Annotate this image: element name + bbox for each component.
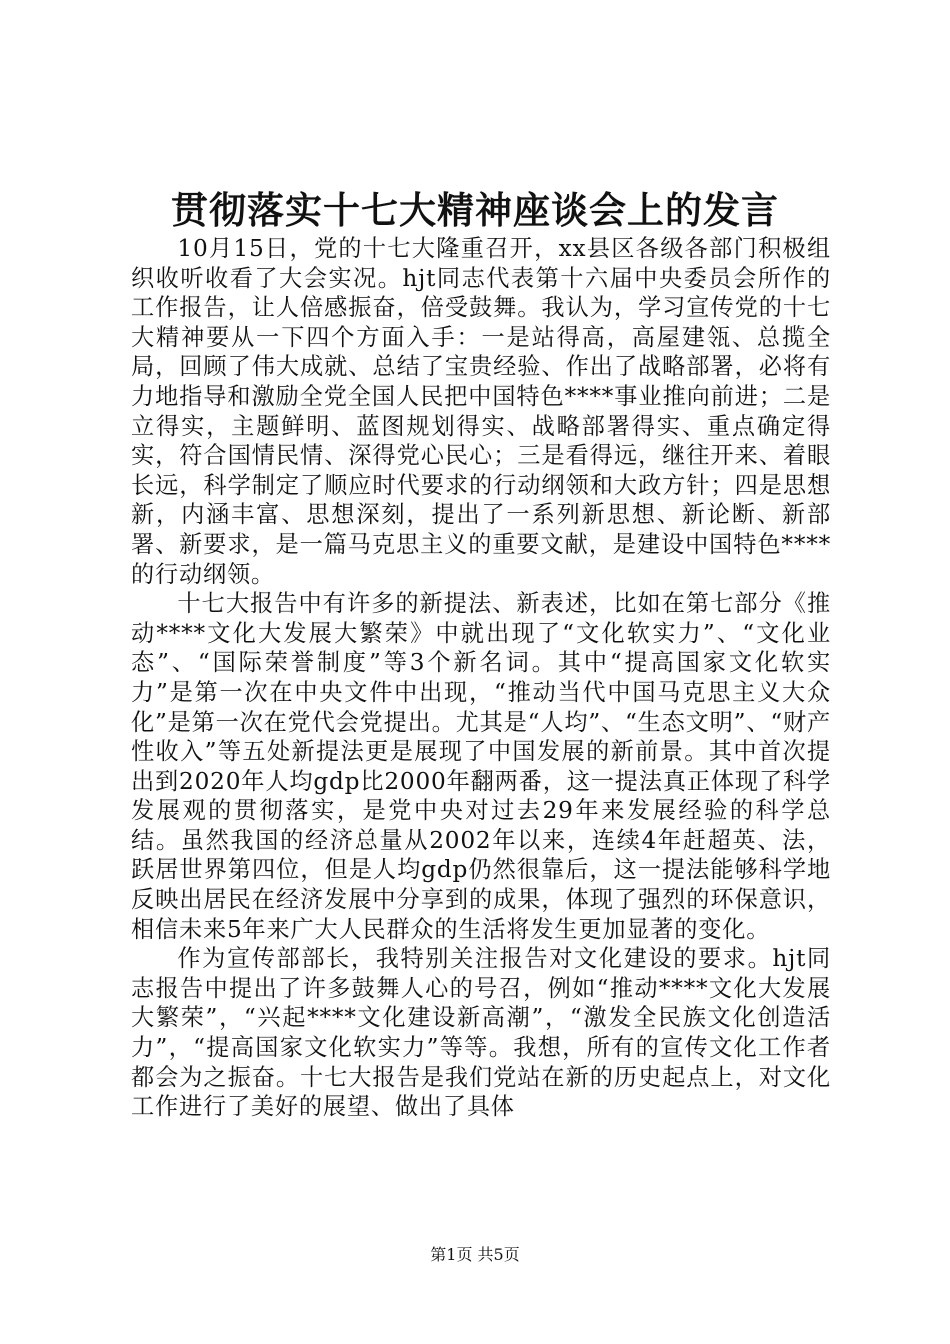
paragraph-3: 作为宣传部部长，我特别关注报告对文化建设的要求。hjt同志报告中提出了许多鼓舞人心的号召，例如“推动****文化大发展大繁荣”，“兴起****文化建设新高潮”，“激发全民族文化创造活力”，“提高国家文化软实力”等等。我想，所有的宣传文化工作者都会为之振奋。十七大报告是我们党站在新的历史起点上，对文化工作进行了美好的展望、做出了具体 — [131, 945, 831, 1121]
paragraph-1: 10月15日，党的十七大隆重召开，xx县区各级各部门积极组织收听收看了大会实况。hjt同志代表第十六届中央委员会所作的工作报告，让人倍感振奋，倍受鼓舞。我认为，学习宣传党的十七大精神要从一下四个方面入手：一是站得高，高屋建瓴、总揽全局，回顾了伟大成就、总结了宝贵经验、作出了战略部署，必将有力地指导和激励全党全国人民把中国特色****事业推向前进；二是立得实，主题鲜明、蓝图规划得实、战略部署得实、重点确定得实，符合国情民情、深得党心民心；三是看得远，继往开来、着眼长远，科学制定了顺应时代要求的行动纲领和大政方针；四是思想新，内涵丰富、思想深刻，提出了一系列新思想、新论断、新部署、新要求，是一篇马克思主义的重要文献，是建设中国特色****的行动纲领。 — [131, 235, 831, 588]
paragraph-2: 十七大报告中有许多的新提法、新表述，比如在第七部分《推动****文化大发展大繁荣》中就出现了“文化软实力”、“文化业态”、“国际荣誉制度”等3个新名词。其中“提高国家文化软实力”是第一次在中央文件中出现，“推动当代中国马克思主义大众化”是第一次在党代会党提出。尤其是“人均”、“生态文明”、“财产性收入”等五处新提法更是展现了中国发展的新前景。其中首次提出到2020年人均gdp比2000年翻两番，这一提法真正体现了科学发展观的贯彻落实，是党中央对过去29年来发展经验的科学总结。虽然我国的经济总量从2002年以来，连续4年赶超英、法，跃居世界第四位，但是人均gdp仍然很靠后，这一提法能够科学地反映出居民在经济发展中分享到的成果，体现了强烈的环保意识，相信未来5年来广大人民群众的生活将发生更加显著的变化。 — [131, 590, 831, 943]
document-body — [131, 234, 831, 1122]
document-title: 贯彻落实十七大精神座谈会上的发言 — [171, 188, 779, 232]
page-footer: 第1页 共5页 — [430, 1245, 520, 1264]
